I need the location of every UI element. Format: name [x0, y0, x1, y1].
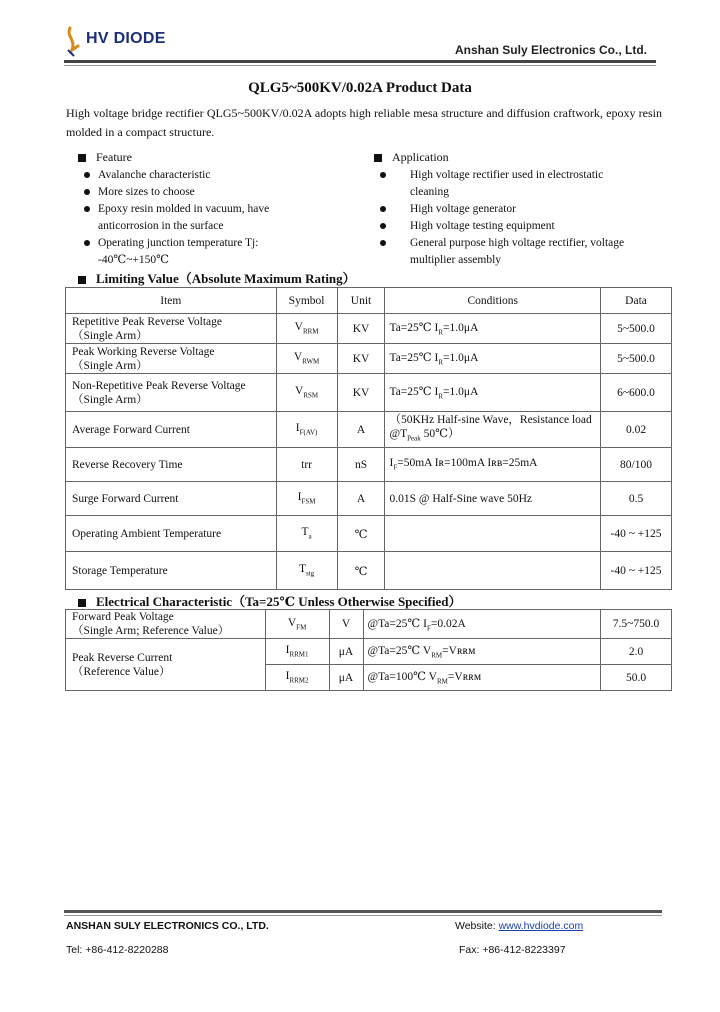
- item-cell: Peak Working Reverse Voltage （Single Arm）: [66, 344, 277, 374]
- symbol-subscript: RWM: [302, 357, 320, 366]
- list-item: More sizes to choose: [78, 184, 343, 201]
- condition-tail: =1.0μA: [443, 352, 479, 365]
- page-title: QLG5~500KV/0.02A Product Data: [248, 80, 472, 96]
- symbol-subscript: RRM: [302, 327, 319, 336]
- footer-fax: Fax: +86-412-8223397: [459, 944, 566, 956]
- list-item: Avalanche characteristic: [78, 167, 343, 184]
- electrical-characteristic-table: [65, 609, 672, 691]
- limiting-value-table: [65, 287, 672, 590]
- conditions-cell: [385, 412, 601, 448]
- symbol-subscript: stg: [306, 569, 315, 578]
- symbol: T: [298, 563, 306, 576]
- condition-tail: =50mA Iʀ=100mA Iʀʙ=25mA: [397, 457, 538, 470]
- column-header: Item: [66, 288, 277, 314]
- item-cell: Non-Repetitive Peak Reverse Voltage （Single Arm）: [66, 374, 277, 412]
- symbol-cell: [276, 412, 337, 448]
- item-cell: Repetitive Peak Reverse Voltage （Single Arm）: [66, 314, 277, 344]
- column-header: Conditions: [385, 288, 601, 314]
- data-cell: 50.0: [601, 665, 672, 691]
- symbol: V: [294, 321, 303, 334]
- symbol-subscript: RRM2: [289, 676, 309, 685]
- data-cell: 5~500.0: [601, 314, 672, 344]
- item-cell: Forward Peak Voltage （Single Arm; Reference Value）: [66, 610, 266, 639]
- symbol: I: [297, 491, 302, 504]
- electrical-characteristic-heading: Electrical Characteristic（Ta=25℃ Unless Otherwise Specified）: [78, 591, 462, 610]
- unit-cell: ℃: [337, 552, 385, 590]
- symbol-subscript: FM: [296, 623, 307, 632]
- condition-text: 0.01S @ Half-Sine wave 50Hz: [389, 492, 532, 505]
- application-heading: Application: [374, 150, 654, 165]
- condition-subscript: F: [426, 624, 431, 633]
- condition-tail: =1.0μA: [443, 386, 479, 399]
- item-cell: Peak Reverse Current （Reference Value）: [66, 639, 266, 691]
- symbol-subscript: RRM1: [289, 650, 309, 659]
- condition-text: Ta=25℃ I: [389, 386, 439, 399]
- condition-text: @Ta=100℃ V: [367, 671, 437, 684]
- unit-cell: μA: [329, 639, 363, 665]
- data-cell: 80/100: [601, 448, 672, 482]
- application-section: [374, 150, 654, 269]
- symbol-subscript: a: [308, 532, 312, 541]
- data-cell: 6~600.0: [601, 374, 672, 412]
- unit-cell: KV: [337, 314, 385, 344]
- symbol-subscript: F(AV): [299, 428, 318, 437]
- condition-tail: =0.02A: [430, 617, 466, 630]
- condition-subscript: R: [438, 328, 444, 337]
- symbol: V: [295, 385, 304, 398]
- data-cell: 2.0: [601, 639, 672, 665]
- condition-subscript: RM: [437, 677, 448, 686]
- table-row: [66, 344, 672, 374]
- condition-text: Ta=25℃ I: [389, 322, 439, 335]
- column-header: Unit: [337, 288, 385, 314]
- symbol-cell: [276, 314, 337, 344]
- conditions-cell: [385, 448, 601, 482]
- website-link[interactable]: www.hvdiode.com: [498, 920, 584, 932]
- list-item: General purpose high voltage rectifier, voltage multiplier assembly: [374, 235, 655, 269]
- table-row: [66, 374, 672, 412]
- item-cell: Reverse Recovery Time: [66, 448, 277, 482]
- item-cell: Storage Temperature: [66, 552, 277, 590]
- limiting-value-heading: Limiting Value（Absolute Maximum Rating）: [78, 268, 356, 287]
- condition-subscript: R: [438, 358, 444, 367]
- square-bullet-icon: [374, 154, 382, 162]
- condition-text: Ta=25℃ I: [389, 352, 439, 365]
- data-cell: 7.5~750.0: [601, 610, 672, 639]
- symbol-subscript: FSM: [301, 497, 316, 506]
- unit-cell: nS: [337, 448, 385, 482]
- symbol-cell: [276, 482, 337, 516]
- intro-paragraph: High voltage bridge rectifier QLG5~500KV/0.02A adopts high reliable mesa structure and diffusion craftwork, epoxy resin molded in a compact structure.: [66, 106, 662, 139]
- data-cell: 5~500.0: [601, 344, 672, 374]
- condition-text: （50KHz Half-sine Wave，Resistance load @T: [389, 414, 592, 441]
- symbol-subscript: RSM: [303, 391, 319, 400]
- unit-cell: A: [337, 412, 385, 448]
- conditions-cell: [385, 482, 601, 516]
- item-cell: Average Forward Current: [66, 412, 277, 448]
- column-header: Symbol: [276, 288, 337, 314]
- conditions-cell: [363, 665, 601, 691]
- condition-tail: 50℃）: [420, 428, 460, 441]
- table-row: [66, 639, 672, 665]
- square-bullet-icon: [78, 599, 86, 607]
- table-row: [66, 412, 672, 448]
- symbol: I: [285, 670, 290, 683]
- table-header-row: [66, 288, 672, 314]
- feature-heading: Feature: [78, 150, 343, 165]
- condition-tail: =Vʀʀᴍ: [447, 671, 482, 684]
- condition-tail: =1.0μA: [443, 322, 479, 335]
- table-row: [66, 610, 672, 639]
- unit-cell: μA: [329, 665, 363, 691]
- list-item: High voltage generator: [374, 201, 654, 218]
- feature-section: [78, 150, 343, 269]
- symbol-cell: [276, 448, 337, 482]
- condition-text: @Ta=25℃ I: [367, 617, 427, 630]
- header-divider: [64, 60, 656, 63]
- conditions-cell: [385, 314, 601, 344]
- data-cell: -40 ~ +125: [601, 516, 672, 552]
- unit-cell: V: [329, 610, 363, 639]
- condition-text: @Ta=25℃ V: [367, 645, 432, 658]
- data-cell: 0.5: [601, 482, 672, 516]
- conditions-cell: [363, 639, 601, 665]
- data-cell: -40 ~ +125: [601, 552, 672, 590]
- table-row: [66, 314, 672, 344]
- header-divider-thin: [64, 65, 656, 66]
- feature-list: [78, 167, 343, 269]
- symbol: I: [295, 422, 300, 435]
- symbol-cell: [276, 552, 337, 590]
- data-cell: 0.02: [601, 412, 672, 448]
- footer-company: ANSHAN SULY ELECTRONICS CO., LTD.: [66, 920, 269, 932]
- conditions-cell: [385, 516, 601, 552]
- footer-website: Website: www.hvdiode.com: [455, 920, 584, 932]
- unit-cell: KV: [337, 344, 385, 374]
- condition-subscript: Peak: [407, 434, 421, 443]
- footer-divider: [64, 910, 662, 913]
- condition-tail: =Vʀʀᴍ: [442, 645, 476, 658]
- symbol-cell: [276, 374, 337, 412]
- square-bullet-icon: [78, 276, 86, 284]
- table-row: [66, 552, 672, 590]
- list-item: High voltage testing equipment: [374, 218, 654, 235]
- conditions-cell: [385, 344, 601, 374]
- symbol-cell: [265, 610, 329, 639]
- application-list: [374, 167, 654, 269]
- condition-subscript: RM: [431, 651, 443, 660]
- table-row: [66, 482, 672, 516]
- unit-cell: A: [337, 482, 385, 516]
- conditions-cell: [385, 552, 601, 590]
- square-bullet-icon: [78, 154, 86, 162]
- conditions-cell: [363, 610, 601, 639]
- item-cell: Surge Forward Current: [66, 482, 277, 516]
- condition-subscript: R: [438, 392, 444, 401]
- list-item: High voltage rectifier used in electrostatic cleaning: [374, 167, 635, 201]
- table-row: [66, 516, 672, 552]
- symbol: V: [287, 616, 297, 629]
- condition-text: I: [389, 457, 394, 470]
- table-row: [66, 448, 672, 482]
- logo-text: HV DIODE: [86, 30, 166, 47]
- symbol-cell: [276, 516, 337, 552]
- footer-divider-thin: [64, 915, 662, 916]
- conditions-cell: [385, 374, 601, 412]
- condition-subscript: F: [393, 463, 398, 472]
- item-cell: Operating Ambient Temperature: [66, 516, 277, 552]
- symbol-cell: [265, 639, 329, 665]
- column-header: Data: [601, 288, 672, 314]
- symbol: V: [293, 351, 303, 364]
- list-item: Operating junction temperature Tj: -40℃~+150℃: [78, 235, 313, 269]
- symbol-cell: [276, 344, 337, 374]
- footer-tel: Tel: +86-412-8220288: [66, 944, 169, 956]
- list-item: Epoxy resin molded in vacuum, have anticorrosion in the surface: [78, 201, 298, 235]
- unit-cell: KV: [337, 374, 385, 412]
- symbol: I: [285, 644, 290, 657]
- symbol-cell: [265, 665, 329, 691]
- header-company-name: Anshan Suly Electronics Co., Ltd.: [454, 43, 647, 57]
- symbol: T: [301, 526, 309, 539]
- unit-cell: ℃: [337, 516, 385, 552]
- symbol: trr: [301, 458, 312, 471]
